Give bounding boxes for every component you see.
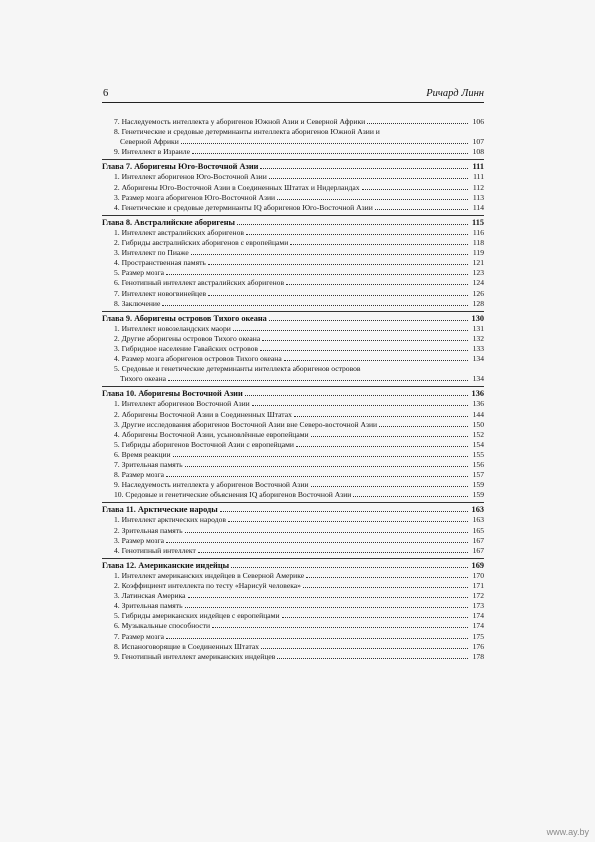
toc-page-number: 118 [472,238,484,248]
toc-entry [102,430,484,440]
toc-entry [102,248,484,258]
dot-leader [208,295,468,296]
toc-entry [102,470,484,480]
toc-entry-title: 7. Зрительная память [114,460,183,469]
toc-entry [102,490,484,500]
dot-leader [269,320,468,321]
toc-entry [102,172,484,182]
dot-leader [191,254,468,255]
toc-page-number: 156 [472,460,484,469]
toc-entry-title: 2. Другие аборигены островов Тихого океана [114,333,261,343]
toc-entry [102,334,484,344]
toc-entry-title: 4. Генотипный интеллект [114,545,196,555]
dot-leader [269,178,468,179]
toc-entry [102,354,484,364]
toc-entry-title: 4. Зрительная память [114,601,183,611]
toc-chapter-heading [102,314,484,324]
toc-entry-title: 2. Аборигены Восточной Азии в Соединенных Штатах [114,409,292,419]
toc-page-number: 114 [472,202,484,212]
toc-entry-title: 4. Пространственная память [114,258,206,268]
toc-entry [102,515,484,525]
toc-page-number: 130 [471,313,484,323]
toc-page-number: 175 [472,631,484,641]
toc-page-number: 113 [472,192,484,202]
dot-leader [353,496,468,497]
watermark: www.ay.by [546,827,589,837]
toc-page-number: 144 [472,409,484,419]
toc-page-number: 132 [472,333,484,343]
dot-leader [306,577,468,578]
dot-leader [262,340,468,341]
chapter-divider [102,386,484,387]
toc-entry-title: 3. Другие исследования аборигенов Восточной Азии вне Северо-восточной Азии [114,419,378,429]
dot-leader [228,521,468,522]
dot-leader [181,143,468,144]
toc-entry [102,581,484,591]
toc-entry-title: 3. Гибридное население Гавайских островов [114,343,258,353]
toc-entry-title: Глава 10. Аборигены Восточной Азии [102,389,243,399]
toc-entry [102,203,484,213]
dot-leader [379,426,468,427]
toc-entry-title: 9. Наследуемость интеллекта у аборигенов Восточной Азии [114,480,309,490]
dot-leader [311,486,469,487]
dot-leader [233,330,468,331]
toc-chapter-heading [102,162,484,172]
toc-entry-title: Глава 11. Арктические народы [102,505,218,515]
toc-entry [102,364,484,374]
toc-page-number: 163 [471,505,484,515]
toc-entry-title: 6. Время реакции [114,449,171,459]
toc-entry-title: 5. Гибриды американских индейцев с европейцами [114,611,280,621]
dot-leader [166,542,468,543]
toc-page-number: 126 [472,288,484,298]
table-of-contents [102,117,484,662]
toc-entry-title: 2. Коэффициент интеллекта по тесту «Нарисуй человека» [114,581,301,591]
toc-entry-title: 8. Заключение [114,298,161,308]
toc-page-number: 124 [472,278,484,288]
toc-entry [102,480,484,490]
dot-leader [231,567,468,568]
toc-entry [102,127,484,137]
toc-entry-title: Глава 9. Аборигены островов Тихого океана [102,313,267,323]
dot-leader [162,305,468,306]
toc-entry [102,147,484,157]
toc-entry [102,632,484,642]
toc-page-number: 170 [472,570,484,580]
dot-leader [252,405,468,406]
toc-entry [102,183,484,193]
toc-page-number: 112 [472,182,484,192]
toc-entry [102,344,484,354]
dot-leader [185,607,468,608]
toc-page-number: 174 [472,611,484,621]
toc-page-number: 108 [472,147,484,157]
toc-entry-title: Глава 8. Австралийские аборигены [102,217,235,227]
toc-entry-title: 1. Интеллект аборигенов Юго-Восточной Азии [114,172,267,182]
toc-page-number: 178 [472,651,484,661]
toc-entry-title: 10. Средовые и генетические объяснения IQ аборигенов Восточной Азии [114,490,352,500]
dot-leader [245,395,468,396]
toc-entry [102,601,484,611]
toc-entry [102,299,484,309]
running-head-author: Ричард Линн [426,88,484,99]
toc-entry-title: 3. Размер мозга [114,535,165,545]
toc-entry [102,137,484,147]
toc-page-number: 136 [472,399,484,409]
toc-entry-title: 4. Генетические и средовые детерминанты IQ аборигенов Юго-Восточной Азии [114,202,373,212]
dot-leader [282,617,468,618]
toc-chapter-heading [102,218,484,228]
toc-entry [102,450,484,460]
toc-page-number: 171 [472,581,484,591]
toc-page-number: 159 [472,490,484,500]
toc-entry-title: 8. Испаноговорящие в Соединенных Штатах [114,641,260,651]
toc-entry-title: 7. Размер мозга [114,631,165,641]
toc-entry-title: 5. Гибриды аборигенов Восточной Азии с европейцами [114,439,294,449]
toc-entry [102,571,484,581]
chapter-divider [102,311,484,312]
toc-entry-title: 6. Музыкальные способности [114,621,211,631]
toc-entry-title: 8. Размер мозга [114,470,165,480]
toc-chapter-heading [102,389,484,399]
toc-entry-title: 9. Интеллект в Израиле [114,147,190,157]
toc-entry [102,652,484,662]
dot-leader [173,456,468,457]
toc-chapter-heading [102,561,484,571]
dot-leader [260,350,468,351]
toc-entry-title: 8. Генетические и средовые детерминанты интеллекта аборигенов Южной Азии и [114,127,380,137]
toc-entry [102,268,484,278]
toc-page-number: 176 [472,641,484,651]
toc-entry [102,193,484,203]
running-header [102,88,484,103]
toc-entry-title: Тихого океана [120,374,167,384]
toc-entry [102,410,484,420]
toc-entry-title: 1. Интеллект арктических народов [114,515,226,525]
toc-page-number: 119 [472,248,484,258]
toc-entry [102,238,484,248]
toc-entry-title: 3. Размер мозга аборигенов Юго-Восточной Азии [114,192,276,202]
dot-leader [168,380,468,381]
dot-leader [290,244,468,245]
toc-entry [102,420,484,430]
dot-leader [166,274,468,275]
dot-leader [166,638,468,639]
toc-entry [102,526,484,536]
dot-leader [192,153,468,154]
chapter-divider [102,558,484,559]
toc-page-number: 123 [472,268,484,278]
dot-leader [185,532,468,533]
toc-entry [102,642,484,652]
toc-page-number: 128 [472,298,484,308]
toc-page-number: 106 [472,117,484,126]
toc-page-number: 174 [472,621,484,631]
toc-entry [102,440,484,450]
toc-entry [102,399,484,409]
toc-entry-title: Северной Африки [120,137,179,147]
toc-page-number: 169 [471,560,484,570]
toc-page-number: 116 [472,227,484,237]
toc-entry-title: 4. Аборигены Восточной Азии, усыновлённые европейцами [114,429,309,439]
toc-page-number: 167 [472,545,484,555]
dot-leader [185,466,468,467]
toc-page-number: 111 [473,172,484,182]
toc-entry-title: 1. Интеллект аборигенов Восточной Азии [114,399,250,409]
toc-page-number: 155 [472,449,484,459]
toc-entry-title: 5. Средовые и генетические детерминанты интеллекта аборигенов островов [114,364,361,374]
toc-entry-title: Глава 12. Американские индейцы [102,560,230,570]
dot-leader [277,658,468,659]
toc-entry-title: 9. Генотипный интеллект американских индейцев [114,651,276,661]
toc-entry [102,117,484,127]
toc-entry-title: 1. Интеллект австралийских аборигенов [114,227,244,237]
toc-page-number: 115 [472,217,484,227]
toc-page-number: 133 [472,343,484,353]
toc-entry [102,289,484,299]
toc-page-number: 136 [471,389,484,399]
toc-page-number: 173 [472,601,484,611]
dot-leader [362,189,468,190]
toc-entry [102,258,484,268]
toc-entry-title: 1. Интеллект новозеландских маори [114,323,231,333]
toc-page-number: 107 [472,137,484,147]
dot-leader [237,224,468,225]
toc-entry [102,228,484,238]
dot-leader [294,416,468,417]
toc-entry [102,546,484,556]
toc-entry-title: 3. Латинская Америка [114,591,186,601]
toc-entry [102,621,484,631]
toc-entry [102,374,484,384]
chapter-divider [102,502,484,503]
dot-leader [286,284,468,285]
toc-entry [102,324,484,334]
dot-leader [303,587,468,588]
dot-leader [284,360,468,361]
toc-entry-title: 4. Размер мозга аборигенов островов Тихого океана [114,354,282,364]
dot-leader [296,446,468,447]
toc-entry [102,278,484,288]
toc-entry-title: 7. Наследуемость интеллекта у аборигенов Южной Азии и Северной Африки [114,117,366,126]
toc-entry-title: 7. Интеллект новогвинейцев [114,288,207,298]
toc-entry-title: 1. Интеллект американских индейцев в Северной Америке [114,570,305,580]
toc-page-number: 167 [472,535,484,545]
toc-entry-title: 5. Размер мозга [114,268,165,278]
toc-page-number: 121 [472,258,484,268]
book-page [102,88,484,661]
dot-leader [188,597,468,598]
toc-entry-title: 6. Генотипный интеллект австралийских аборигенов [114,278,285,288]
dot-leader [375,209,468,210]
toc-entry-title: 2. Зрительная память [114,525,183,535]
toc-page-number: 152 [472,429,484,439]
toc-page-number: 165 [472,525,484,535]
toc-page-number: 159 [472,480,484,490]
dot-leader [260,168,468,169]
toc-chapter-heading [102,505,484,515]
dot-leader [277,199,468,200]
toc-entry [102,591,484,601]
toc-entry-title: 2. Аборигены Юго-Восточной Азии в Соединенных Штатах и Нидерландах [114,182,360,192]
toc-page-number: 131 [472,323,484,333]
dot-leader [261,648,468,649]
dot-leader [198,552,468,553]
toc-page-number: 134 [472,374,484,384]
dot-leader [246,234,468,235]
toc-entry-title: 3. Интеллект по Пиаже [114,248,189,258]
chapter-divider [102,215,484,216]
dot-leader [367,123,468,124]
toc-page-number: 163 [472,515,484,525]
toc-entry-title: Глава 7. Аборигены Юго-Восточной Азии [102,162,259,172]
dot-leader [220,511,468,512]
page-number: 6 [103,88,109,99]
toc-page-number: 157 [472,470,484,480]
toc-entry [102,460,484,470]
toc-entry [102,611,484,621]
toc-entry [102,536,484,546]
dot-leader [212,627,468,628]
toc-entry-title: 2. Гибриды австралийских аборигенов с европейцами [114,238,289,248]
dot-leader [208,264,468,265]
toc-page-number: 172 [472,591,484,601]
toc-page-number: 111 [472,162,484,172]
chapter-divider [102,159,484,160]
toc-page-number: 134 [472,354,484,364]
dot-leader [311,436,468,437]
toc-page-number: 154 [472,439,484,449]
dot-leader [166,476,468,477]
toc-page-number: 150 [472,419,484,429]
